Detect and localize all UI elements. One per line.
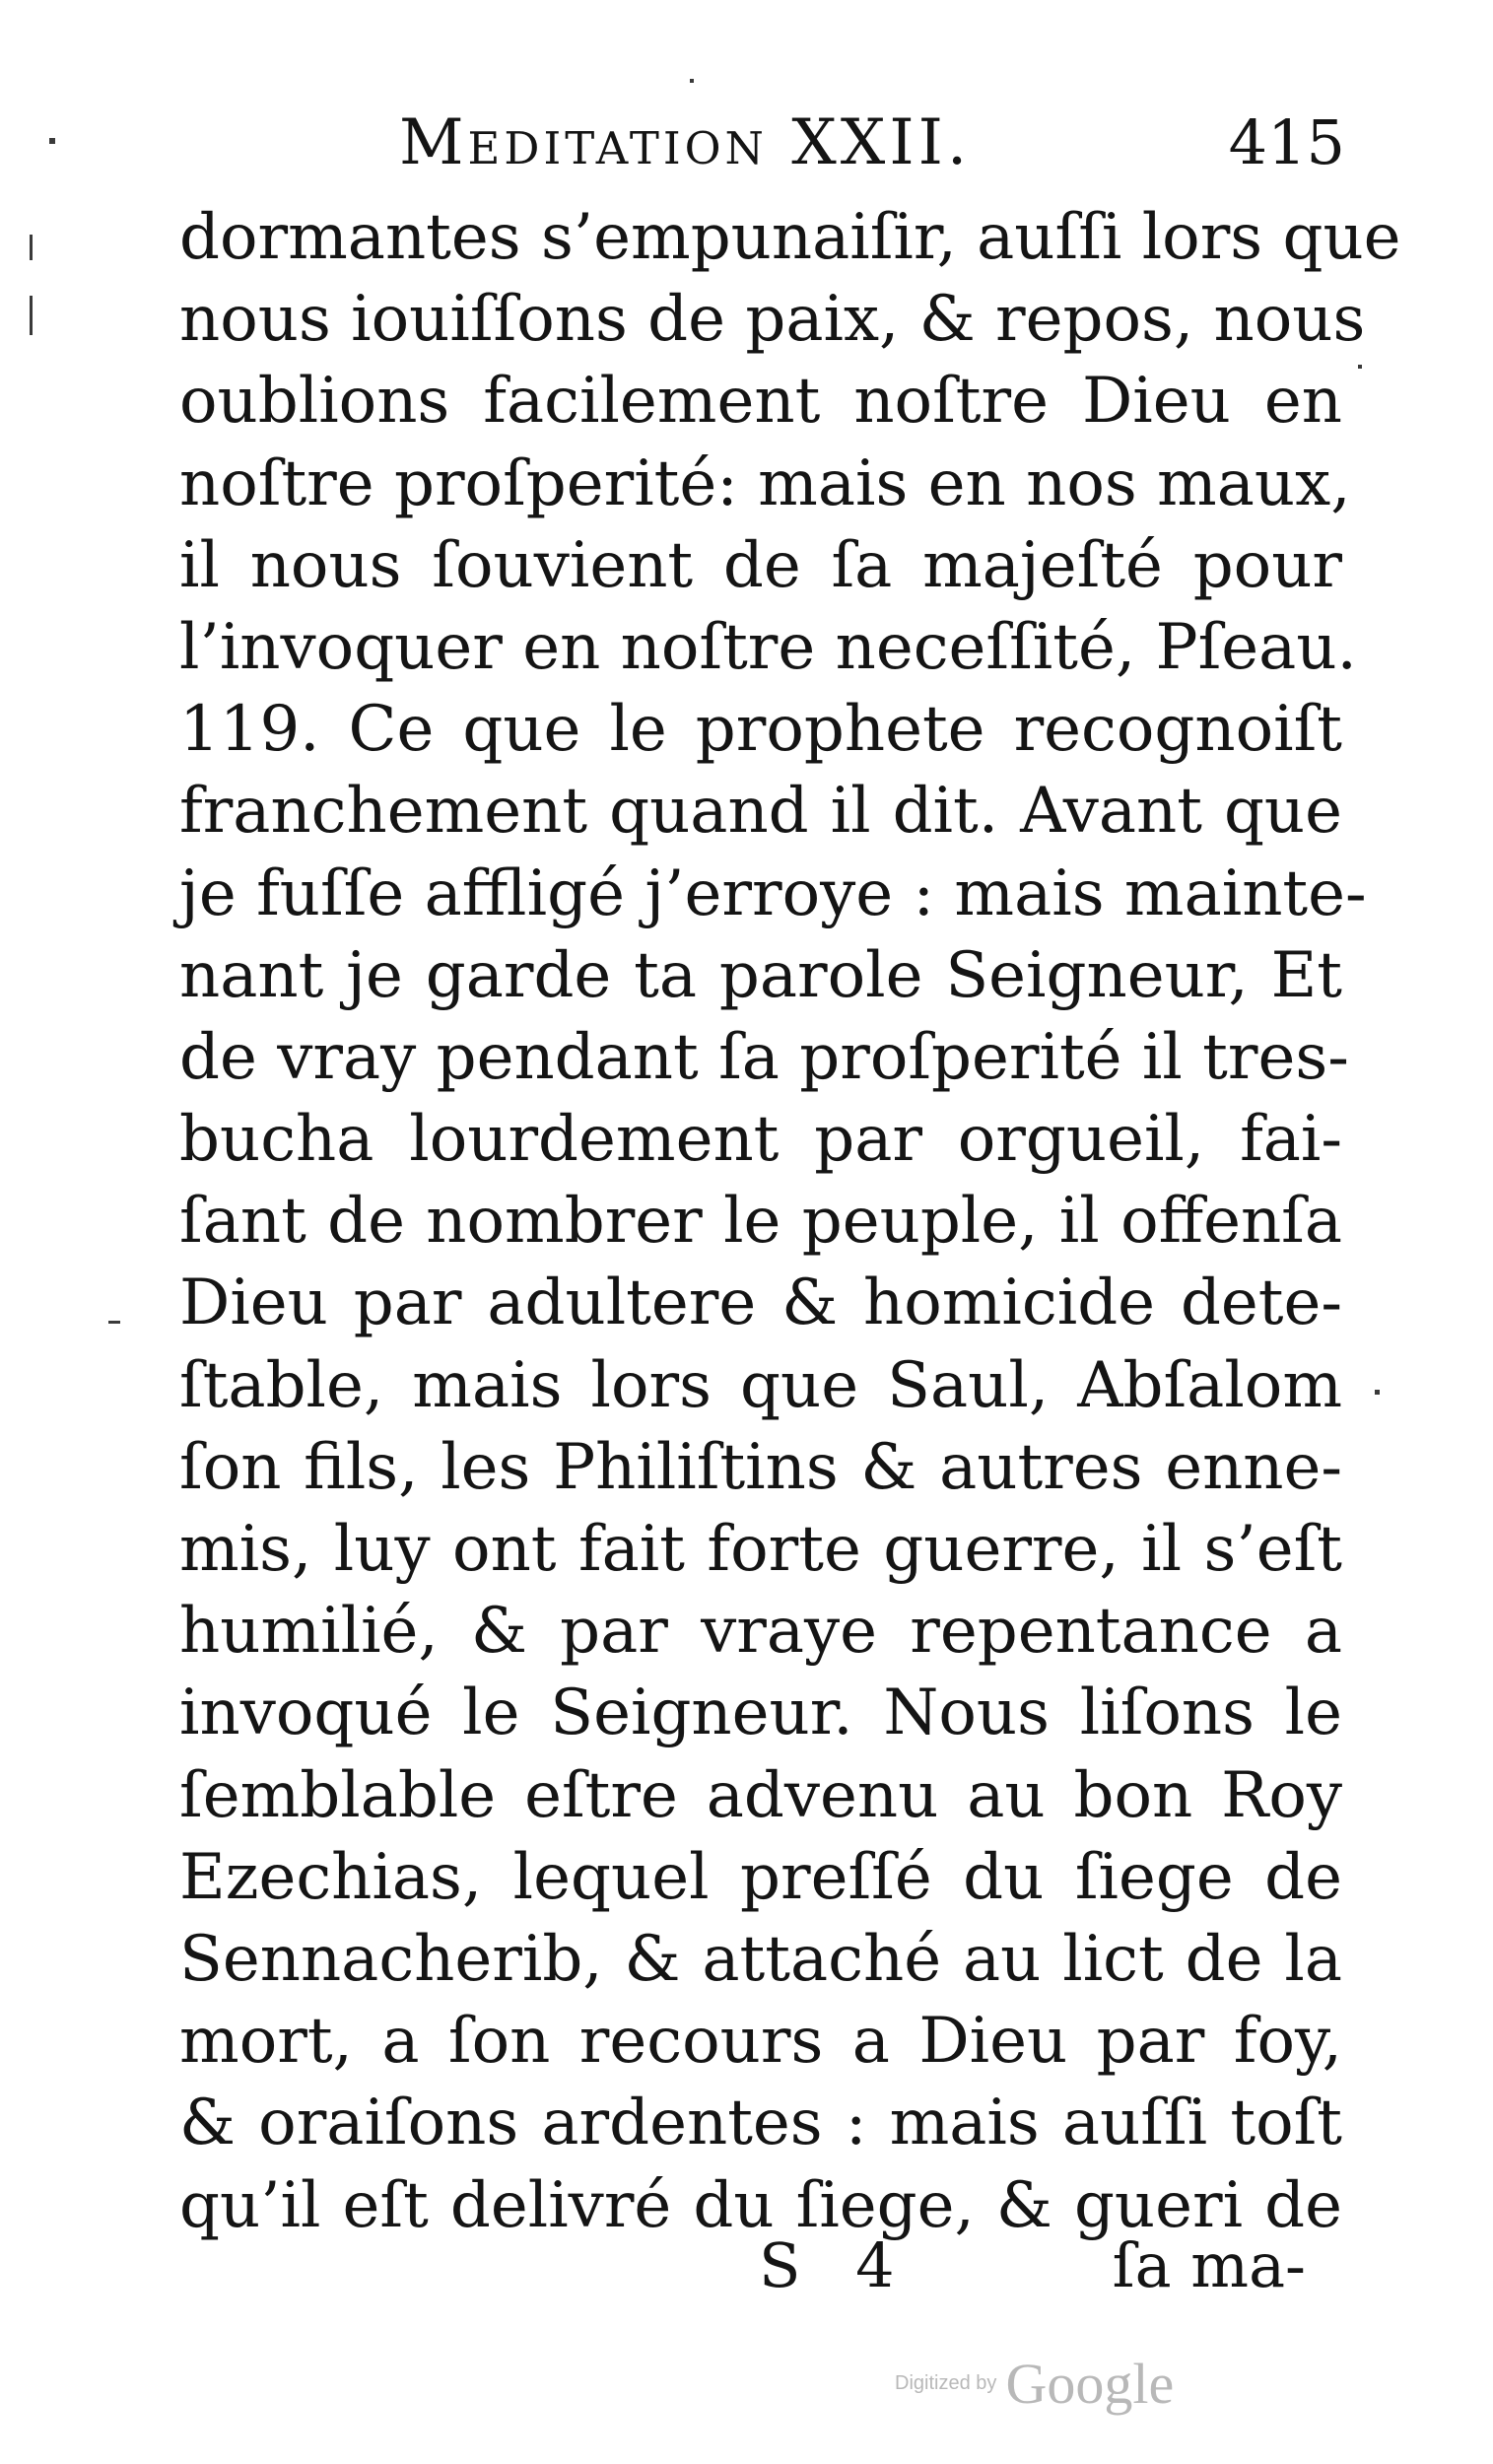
google-logo: Google [1005, 2352, 1175, 2416]
text-line: humilié, & par vraye repentance a [179, 1595, 1342, 1669]
digitized-by-google-watermark [895, 2351, 1174, 2417]
scan-speck [49, 138, 55, 144]
text-line: Sennacherib, & attaché au lict de la [179, 1922, 1342, 1996]
text-line: ſon fils, les Philiſtins & autres enne- [179, 1430, 1342, 1504]
text-line: noſtre proſperité: mais en nos maux, [179, 446, 1351, 520]
text-line: qu’il eſt delivré du ſiege, & gueri de [179, 2168, 1342, 2242]
text-line: Ezechias, lequel preſſé du ſiege de [179, 1840, 1342, 1914]
text-line: de vray pendant ſa proſperité il tres- [179, 1020, 1349, 1094]
scan-speck [1375, 1390, 1380, 1395]
scan-speck [1358, 365, 1362, 369]
page-number: 415 [1228, 106, 1345, 178]
scan-speck [108, 1321, 120, 1324]
text-line: ſant de nombrer le peuple, il offenſa [179, 1185, 1342, 1259]
scan-speck [690, 79, 694, 83]
watermark-prefix: Digitized by [895, 2372, 997, 2394]
text-line: invoqué le Seigneur. Nous liſons le [179, 1677, 1342, 1750]
catchword: ſa ma- [1112, 2229, 1306, 2301]
text-line: nant je garde ta parole Seigneur, Et [179, 938, 1342, 1012]
text-line: mis, luy ont fait forte guerre, il s’eſt [179, 1513, 1342, 1586]
text-line: il nous ſouvient de ſa majeſté pour [179, 528, 1342, 602]
running-head: Meditation XXII. [399, 106, 972, 179]
scan-speck [30, 235, 33, 260]
text-line: Dieu par adultere & homicide dete- [179, 1266, 1342, 1340]
page-footer [759, 2229, 1306, 2308]
text-line: l’invoquer en noſtre neceſſité, Pſeau. [179, 610, 1357, 684]
text-line: franchement quand il dit. Avant que [179, 775, 1342, 849]
text-line: ſtable, mais lors que Saul, Abſalom [179, 1348, 1342, 1422]
text-line: mort, a ſon recours a Dieu par foy, [179, 2005, 1342, 2079]
page-header [399, 106, 1345, 185]
scan-speck [30, 296, 33, 335]
signature-mark: S 4 [759, 2229, 913, 2301]
text-line: oublions facilement noſtre Dieu en [179, 365, 1342, 439]
body-text [179, 197, 1401, 2247]
text-line: ſemblable eſtre advenu au bon Roy [179, 1758, 1342, 1832]
text-line: 119. Ce que le prophete recognoiſt [179, 693, 1342, 767]
text-line: dormantes s’empunaiſir, auſſi lors que [179, 201, 1401, 274]
text-line: bucha lourdement par orgueil, fai- [179, 1103, 1342, 1177]
text-line: je fuſſe affligé j’erroye : mais mainte- [179, 856, 1367, 930]
text-line: & oraiſons ardentes : mais auſſi toſt [179, 2087, 1342, 2160]
text-line: nous iouiſſons de paix, & repos, nous [179, 283, 1366, 357]
